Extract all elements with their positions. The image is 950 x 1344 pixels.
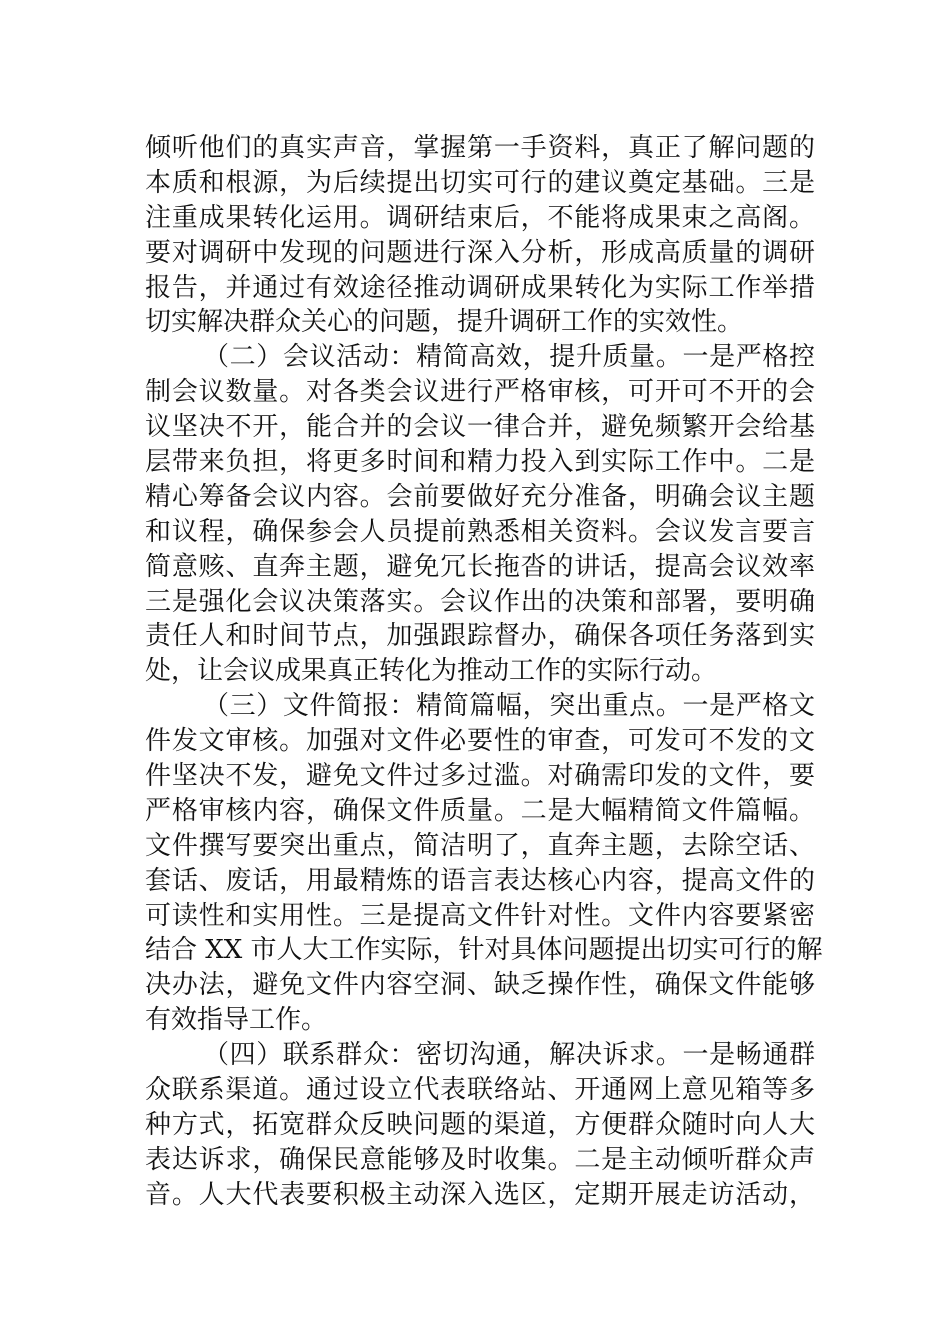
text-line: 精心筹备会议内容。会前要做好充分准备，明确会议主题	[145, 481, 815, 512]
text-line: 决办法，避免文件内容空洞、缺乏操作性，确保文件能够	[145, 970, 815, 1001]
section-heading-line: （三）文件简报：精简篇幅，突出重点。一是严格文	[203, 691, 815, 722]
text-line: 责任人和时间节点，加强跟踪督办，确保各项任务落到实	[145, 621, 815, 652]
text-line: 音。人大代表要积极主动深入选区，定期开展走访活动，	[145, 1179, 815, 1210]
text-line: 倾听他们的真实声音，掌握第一手资料，真正了解问题的	[145, 133, 815, 163]
text-line: 众联系渠道。通过设立代表联络站、开通网上意见箱等多	[145, 1075, 815, 1106]
text-line: 件坚决不发，避免文件过多过滥。对确需印发的文件，要	[145, 761, 815, 792]
text-line: 要对调研中发现的问题进行深入分析，形成高质量的调研	[145, 237, 815, 268]
text-line: 套话、废话，用最精炼的语言表达核心内容，提高文件的	[145, 865, 815, 896]
section-heading-line: （四）联系群众：密切沟通，解决诉求。一是畅通群	[203, 1040, 815, 1071]
section-heading-line: （二）会议活动：精简高效，提升质量。一是严格控	[203, 342, 815, 373]
text-line: 处，让会议成果真正转化为推动工作的实际行动。	[145, 656, 718, 687]
text-line: 件发文审核。加强对文件必要性的审查，可发可不发的文	[145, 726, 815, 757]
text-line: 制会议数量。对各类会议进行严格审核，可开可不开的会	[145, 377, 815, 408]
text-line: 议坚决不开，能合并的会议一律合并，避免频繁开会给基	[145, 412, 815, 443]
text-line: 结合 XX 市人大工作实际，针对具体问题提出切实可行的解	[145, 935, 823, 966]
text-line: 三是强化会议决策落实。会议作出的决策和部署，要明确	[145, 586, 815, 617]
text-line: 简意赅、直奔主题，避免冗长拖沓的讲话，提高会议效率	[145, 551, 815, 582]
text-line: 和议程，确保参会人员提前熟悉相关资料。会议发言要言	[145, 516, 815, 547]
text-line: 层带来负担，将更多时间和精力投入到实际工作中。二是	[145, 447, 815, 478]
text-line: 切实解决群众关心的问题，提升调研工作的实效性。	[145, 307, 744, 338]
text-line: 报告，并通过有效途径推动调研成果转化为实际工作举措	[145, 272, 815, 303]
text-line: 有效指导工作。	[145, 1005, 328, 1036]
text-line: 可读性和实用性。三是提高文件针对性。文件内容要紧密	[145, 900, 815, 931]
text-line: 文件撰写要突出重点，简洁明了，直奔主题，去除空话、	[145, 830, 815, 861]
body-text	[145, 131, 823, 1213]
text-line: 注重成果转化运用。调研结束后，不能将成果束之高阁。	[145, 202, 815, 233]
text-line: 本质和根源，为后续提出切实可行的建议奠定基础。三是	[145, 167, 815, 198]
text-line: 种方式，拓宽群众反映问题的渠道，方便群众随时向人大	[145, 1109, 815, 1140]
text-line: 表达诉求，确保民意能够及时收集。二是主动倾听群众声	[145, 1144, 815, 1175]
text-line: 严格审核内容，确保文件质量。二是大幅精简文件篇幅。	[145, 795, 815, 826]
